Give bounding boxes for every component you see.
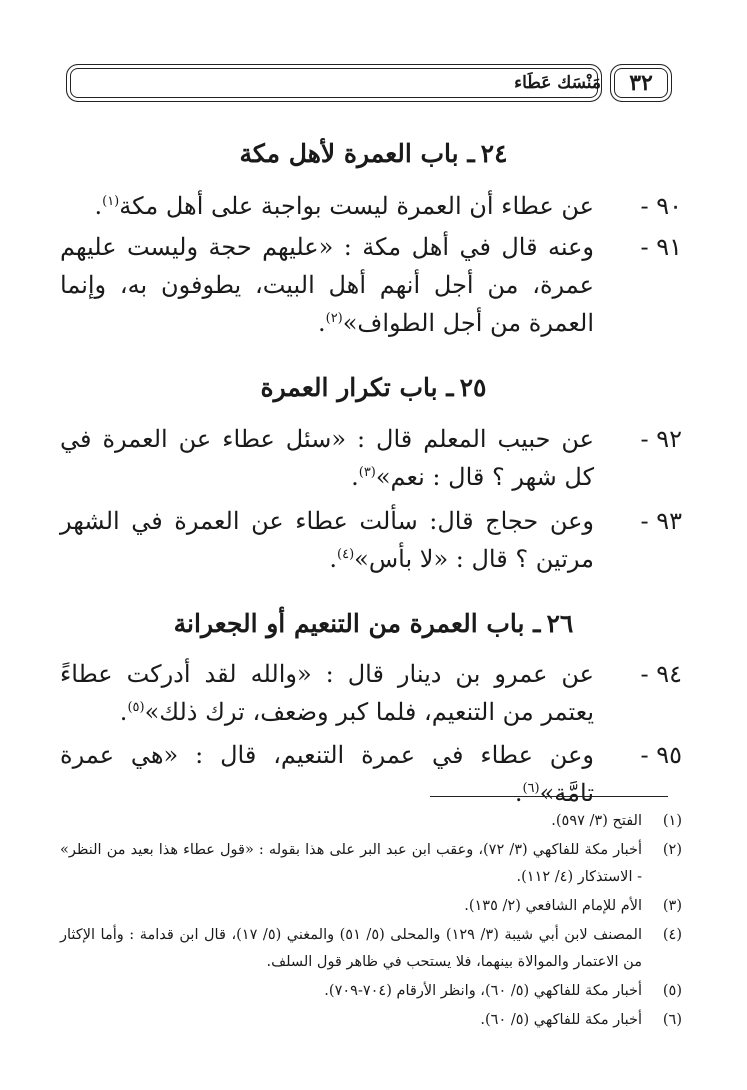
running-title-box (66, 64, 602, 102)
footnote-divider (430, 796, 668, 797)
footnote-text: أخبار مكة للفاكهي (٣/ ٧٢)، وعقب ابن عبد البر على هذا بقوله : «قول عطاء هذا بعيد من النظر» - الاستذكار (٤/ ١١٢). (60, 842, 642, 885)
footnote (60, 1007, 682, 1034)
footnote-number: (٦) (662, 1012, 682, 1028)
footnote-number: (٥) (662, 983, 682, 999)
chapter-number: ٢٦ (546, 609, 574, 638)
page-number: ٣٢ (629, 70, 653, 96)
footnote-ref: (٣) (358, 465, 376, 480)
footnote-ref: (٦) (522, 781, 540, 796)
entry-text: وعنه قال في أهل مكة : «عليهم حجة وليست عليهم عمرة، من أجل أنهم أهل البيت، يطوفون به، وإنما العمرة من أجل الطواف»$^{(٢)}$. (60, 233, 594, 337)
chapter-number: ٢٤ (480, 139, 508, 168)
entry-number: ٩٣ - (640, 507, 682, 535)
entry (60, 502, 682, 578)
footnote-ref: (١) (102, 194, 120, 209)
chapter-heading (60, 138, 687, 170)
chapter-title: ـ باب تكرار العمرة (260, 373, 454, 402)
chapter-heading (60, 372, 687, 404)
footnote-number: (٣) (662, 898, 682, 914)
footnote-number: (٤) (662, 927, 682, 943)
footnote-text: أخبار مكة للفاكهي (٥/ ٦٠). (480, 1012, 642, 1028)
running-header (66, 64, 672, 104)
footnote (60, 808, 682, 835)
footnote-text: أخبار مكة للفاكهي (٥/ ٦٠)، وانظر الأرقام (٧٠٤-٧٠٩). (324, 983, 642, 999)
footnote-text: الأم للإمام الشافعي (٢/ ١٣٥). (464, 898, 642, 914)
chapter-number: ٢٥ (459, 373, 487, 402)
chapter-title: ـ باب العمرة لأهل مكة (239, 139, 475, 168)
page-number-box (610, 64, 672, 102)
footnotes (60, 808, 682, 1036)
footnote-text: الفتح (٣/ ٥٩٧). (551, 813, 642, 829)
footnote-ref: (٤) (337, 547, 355, 562)
entry-text: وعن عطاء في عمرة التنعيم، قال : «هي عمرة تامَّة»$^{(٦)}$. (60, 741, 594, 807)
footnote-ref: (٥) (127, 700, 145, 715)
entry (60, 655, 682, 731)
running-title: مَنْسَك عَطَاء (514, 73, 601, 93)
entry (60, 228, 682, 342)
chapter-title: ـ باب العمرة من التنعيم أو الجعرانة (173, 609, 541, 638)
entry-text: عن حبيب المعلم قال : «سئل عطاء عن العمرة في كل شهر ؟ قال : نعم»$^{(٣)}$. (60, 425, 594, 491)
entry (60, 736, 682, 812)
footnote (60, 837, 682, 891)
footnote-number: (١) (662, 813, 682, 829)
entry-text: وعن حجاج قال: سألت عطاء عن العمرة في الشهر مرتين ؟ قال : «لا بأس»$^{(٤)}$. (60, 507, 594, 573)
entry-number: ٩٠ - (640, 192, 682, 220)
entry (60, 187, 682, 225)
footnote-ref: (٢) (325, 311, 343, 326)
footnote-number: (٢) (662, 842, 682, 858)
footnote (60, 978, 682, 1005)
footnote (60, 922, 682, 976)
entry-text: عن عمرو بن دينار قال : «والله لقد أدركت عطاءً يعتمر من التنعيم، فلما كبر وضعف، ترك ذلك»$^{(٥)}$. (60, 660, 594, 726)
entry-number: ٩٥ - (640, 741, 682, 769)
chapter-heading (60, 608, 687, 640)
entry (60, 420, 682, 496)
entry-number: ٩٢ - (640, 425, 682, 453)
entry-text: عن عطاء أن العمرة ليست بواجبة على أهل مكة$^{(١)}$. (94, 192, 594, 220)
footnote-text: المصنف لابن أبي شيبة (٣/ ١٢٩) والمحلى (٥/ ٥١) والمغني (٥/ ١٧)، قال ابن قدامة : وأما الإكثار من الاعتمار والموالاة بينهما، فلا يستحب في ظاهر قول السلف. (60, 927, 642, 970)
entry-number: ٩١ - (640, 233, 682, 261)
footnote (60, 893, 682, 920)
entry-number: ٩٤ - (640, 660, 682, 688)
